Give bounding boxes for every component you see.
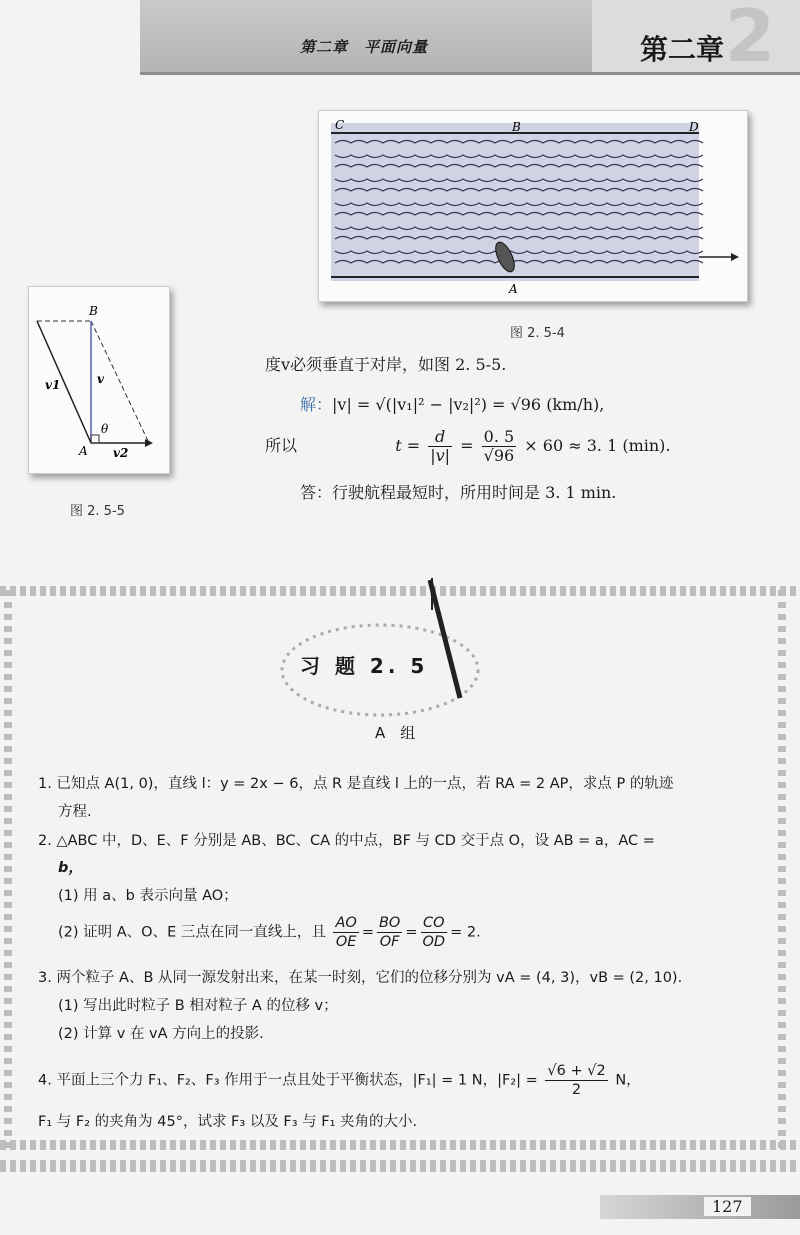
t-lhs: t = — [395, 436, 421, 455]
solution-line-1: 度v必须垂直于对岸，如图 2. 5-5. — [265, 355, 507, 374]
dotted-border-bottom — [0, 1140, 800, 1150]
frac1-denominator: |v| — [430, 446, 451, 465]
exercise-title: 习 题 2. 5 — [300, 654, 429, 678]
frac-ao: AO — [335, 915, 357, 931]
fraction-bo-of — [377, 914, 402, 951]
exercise-group: A 组 — [375, 724, 416, 742]
exercise-ornament — [280, 570, 520, 720]
question-2-part-1: (1) 用 a、b 表示向量 AO； — [58, 888, 238, 904]
chapter-number-watermark: 2 — [725, 0, 776, 78]
frac2-numerator: 0. 5 — [482, 428, 517, 447]
river-figure — [318, 110, 748, 302]
fraction-ao-oe — [333, 914, 358, 951]
fraction-co-od — [421, 914, 448, 951]
label-a: A — [509, 282, 518, 296]
frac-q4-den: 2 — [571, 1082, 582, 1098]
right-angle-mark — [91, 435, 99, 443]
vector-diagram — [29, 287, 169, 473]
solve-label: 解： — [300, 395, 333, 414]
frac-bo: BO — [378, 915, 401, 931]
header-title: 第二章 平面向量 — [300, 38, 429, 56]
so-label: 所以 — [265, 436, 298, 455]
fraction-sqrt6-sqrt2 — [545, 1062, 607, 1099]
label-c: C — [335, 118, 345, 132]
fraction-d-over-v — [428, 428, 452, 465]
question-2-line-2: b， — [58, 860, 83, 876]
t-rhs: × 60 ≈ 3. 1 (min). — [524, 436, 671, 455]
question-3-part-2: (2) 计算 v 在 vA 方向上的投影. — [58, 1026, 264, 1042]
figure-caption-2-5-4: 图 2. 5-4 — [510, 326, 565, 341]
question-4-line-1 — [38, 1062, 641, 1099]
question-1-line-2: 方程. — [58, 804, 92, 820]
footer-band — [600, 1195, 800, 1219]
label-v2: v2 — [113, 446, 129, 460]
question-4-line-2: F₁ 与 F₂ 的夹角为 45°，试求 F₃ 以及 F₃ 与 F₁ 夹角的大小. — [38, 1114, 418, 1130]
frac2-denominator: √96 — [483, 446, 515, 465]
dotted-border-left — [4, 590, 12, 1150]
frac-of: OF — [379, 934, 400, 950]
q2-2-end: = 2. — [450, 924, 481, 941]
frac-co: CO — [421, 914, 448, 933]
question-3-line-1: 3. 两个粒子 A、B 从同一源发射出来，在某一时刻，它们的位移分别为 vA = (4, 3)，vB = (2, 10). — [38, 970, 683, 986]
current-arrowhead — [731, 253, 739, 261]
frac-q4-num: √6 + √2 — [547, 1063, 606, 1079]
label-v1: v1 — [45, 378, 61, 392]
v2-arrowhead — [145, 439, 153, 447]
question-2-line-1: 2. △ABC 中，D、E、F 分别是 AB、BC、CA 的中点，BF 与 CD 交于点 O，设 AB = a，AC = — [38, 833, 655, 849]
frac-oe: OE — [335, 934, 357, 950]
answer-line: 答：行驶航程最短时，所用时间是 3. 1 min. — [300, 483, 617, 502]
question-1-line-1: 1. 已知点 A(1, 0)，直线 l：y = 2x − 6，点 R 是直线 l 上的一点，若 RA = 2 AP，求点 P 的轨迹 — [38, 776, 674, 792]
chapter-label: 第二章 — [640, 33, 725, 66]
river-water — [331, 123, 699, 281]
figure-caption-2-5-5: 图 2. 5-5 — [70, 504, 125, 519]
fraction-05-over-sqrt96 — [482, 428, 517, 465]
q2-2-text: (2) 证明 A、O、E 三点在同一直线上，且 — [58, 924, 326, 941]
label-b: B — [512, 120, 521, 134]
frac-od: OD — [422, 934, 446, 950]
label-theta: θ — [101, 422, 109, 436]
pen-icon — [430, 580, 460, 698]
frac1-numerator: d — [428, 428, 452, 447]
label-a: A — [79, 444, 88, 458]
question-2-part-2: (2) 证明 A、O、E 三点在同一直线上，且 $\frac{AO}{OE}$ = $\frac{BO}{OF}$ = $\frac{CO}{OD}$ = 2. — [58, 915, 481, 950]
label-v: v — [97, 372, 104, 386]
dotted-border-bottom-2 — [0, 1160, 800, 1172]
label-d: D — [689, 120, 699, 134]
solution-formula-row — [300, 392, 604, 415]
dotted-border-right — [778, 590, 786, 1150]
question-3-part-1: (1) 写出此时粒子 B 相对粒子 A 的位移 v； — [58, 998, 338, 1014]
river-diagram — [319, 111, 747, 301]
q4-text: 4. 平面上三个力 F₁、F₂、F₃ 作用于一点且处于平衡状态，|F₁| = 1 N，|F₂| = — [38, 1072, 538, 1089]
solution-time-row: 所以 t = $\frac{d}{|v|}$ = $\frac{0. 5}{√96}$ × 60 ≈ 3. 1 (min). — [265, 427, 671, 465]
vector-figure — [28, 286, 170, 474]
page-number: 127 — [704, 1197, 751, 1216]
label-b: B — [89, 304, 98, 318]
formula-1: |v| = √(|v₁|² − |v₂|²) = √96 (km/h), — [332, 395, 605, 414]
q4-unit: N， — [615, 1072, 641, 1089]
